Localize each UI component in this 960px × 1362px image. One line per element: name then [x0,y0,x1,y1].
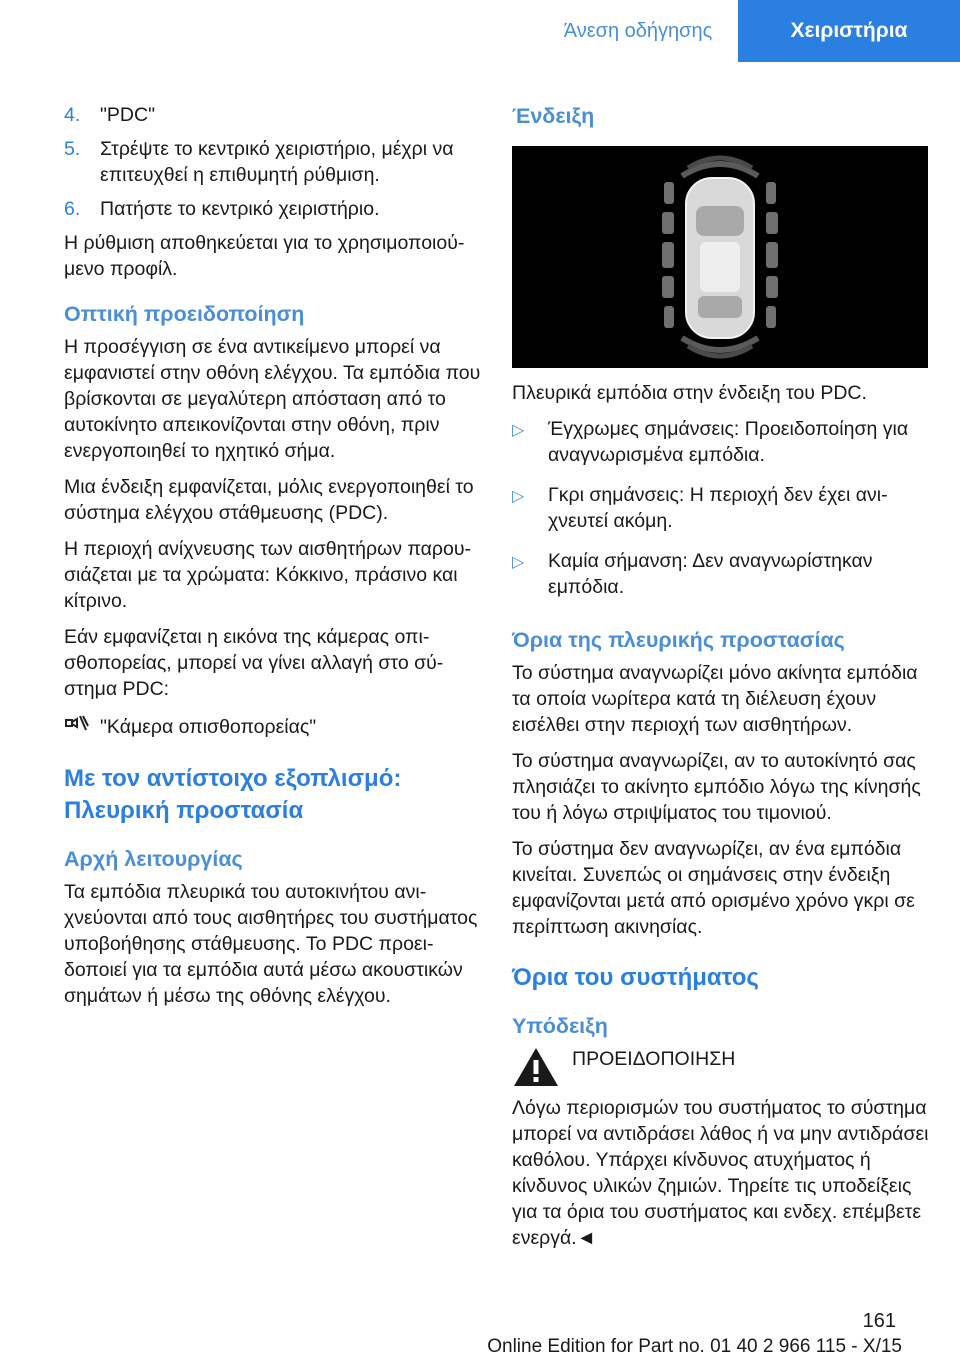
warning-heading: ΠΡΟΕΙΔΟΠΟΙΗΣΗ [572,1048,736,1070]
warning-block [512,1046,930,1095]
section-tab-controls-active[interactable]: Χειριστήρια [738,0,960,62]
triangle-bullet-icon: ▷ [512,422,525,439]
left-column [64,102,484,1019]
side-limits-heading: Όρια της πλευρικής προστασίας [512,628,845,652]
page-header [0,0,960,62]
triangle-bullet-icon: ▷ [512,488,525,505]
page-number: 161 [862,1310,896,1332]
saved-note: Η ρύθμιση αποθηκεύεται για το χρησιμοποιούμενο προφίλ. [64,232,465,280]
step-item [64,102,484,128]
step-item [64,196,484,222]
camera-label: "Κάμερα οπισθοπορείας" [100,715,317,738]
step-number: 4. [64,104,81,126]
principle-heading: Αρχή λειτουργίας [64,847,243,871]
warning-text: Λόγω περιορισμών του συστήματος το σύστημα μπορεί να αντιδράσει λάθος ή να μην αντιδράσει καθόλου. Υπάρχει κίνδυνος ατυχήματος ή κίνδυνος υλικών ζημιών. Τηρείτε τις υποδείξεις για τα όρια του συστήματος και ενδεχ. επέμβετε ενεργά.◄ [512,1097,929,1249]
legend-bullet [512,548,930,600]
note-heading: Υπόδειξη [512,1014,608,1038]
limits-paragraph-3: Το σύστημα δεν αναγνωρίζει, αν ένα εμπόδια κινείται. Συνεπώς οι σημάνσεις στην ένδειξη εμφανίζονται μετά από ορισμένο χρόνο γκρι σε περίπτωση ακινησίας. [512,838,915,938]
camera-menu-item [64,712,484,741]
optical-warning-heading: Οπτική προειδοποίηση [64,302,305,326]
step-text: Στρέψτε το κεντρικό χειριστήριο, μέχρι να επιτευχθεί η επιθυμητή ρύθμιση. [100,138,454,186]
right-column [512,102,930,1261]
optical-paragraph-2: Μια ένδειξη εμφανίζεται, μόλις ενεργοποιηθεί το σύστημα ελέγχου στάθμευσης (PDC). [64,476,474,524]
principle-paragraph: Τα εμπόδια πλευρικά του αυτοκινήτου ανιχνεύονται από τους αισθητήρες του συστήματος υποβοήθησης στάθμευσης. Το PDC προειδοποιεί για τα εμπόδια αυτά μέσω ακουστικών σημάτων ή μέσω της οθόνης ελέγχου. [64,881,478,1007]
page-footer [0,1310,960,1362]
side-protection-heading: Με τον αντίστοιχο εξοπλισμό: Πλευρική προστασία [64,765,402,824]
step-text: "PDC" [100,104,156,126]
system-limits-heading: Όρια του συστήματος [512,964,759,991]
bullet-text: Γκρι σημάνσεις: Η περιοχή δεν έχει ανιχνευτεί ακόμη. [548,484,888,532]
legend-bullet [512,416,930,468]
step-item [64,136,484,188]
rear-camera-icon [64,712,100,741]
legend-bullet [512,482,930,534]
optical-paragraph-3: Η περιοχή ανίχνευσης των αισθητήρων παρουσιάζεται με τα χρώματα: Κόκκινο, πράσινο και κίτρινο. [64,538,472,612]
bullet-text: Έγχρωμες σημάνσεις: Προειδοποίηση για αναγνωρισμένα εμπόδια. [548,418,909,466]
edition-line: Online Edition for Part no. 01 40 2 966 115 - X/15 [487,1336,902,1357]
warning-icon [512,1046,572,1095]
limits-paragraph-1: Το σύστημα αναγνωρίζει μόνο ακίνητα εμπόδια τα οποία νωρίτερα κατά τη διέλευση έχουν εισέλθει στην περιοχή των αισθητήρων. [512,662,918,736]
limits-paragraph-2: Το σύστημα αναγνωρίζει, αν το αυτοκίνητό σας πλησιάζει το ακίνητο εμπόδιο λόγω της κίνησής του ή λόγω στριψίματος του τιμονιού. [512,750,921,824]
bullet-text: Καμία σήμανση: Δεν αναγνωρίστηκαν εμπόδια. [548,550,873,598]
display-heading: Ένδειξη [512,104,595,128]
step-number: 5. [64,138,81,160]
triangle-bullet-icon: ▷ [512,554,525,571]
optical-paragraph-4: Εάν εμφανίζεται η εικόνα της κάμερας οπισθοπορείας, μπορεί να γίνει αλλαγή στο σύστημα PDC: [64,626,444,700]
figure-caption: Πλευρικά εμπόδια στην ένδειξη του PDC. [512,382,867,404]
step-number: 6. [64,198,81,220]
pdc-side-protection-figure [512,146,928,368]
optical-paragraph-1: Η προσέγγιση σε ένα αντικείμενο μπορεί να εμφανιστεί στην οθόνη ελέγχου. Τα εμπόδια που βρίσκονται σε μεγαλύτερη απόσταση από το αυτοκίνητο απεικονίζονται στην οθόνη, πριν ενεργοποιηθεί το ηχητικό σήμα. [64,336,481,462]
step-text: Πατήστε το κεντρικό χειριστήριο. [100,198,380,220]
section-tab-comfort-driving[interactable]: Άνεση οδήγησης [563,19,713,42]
